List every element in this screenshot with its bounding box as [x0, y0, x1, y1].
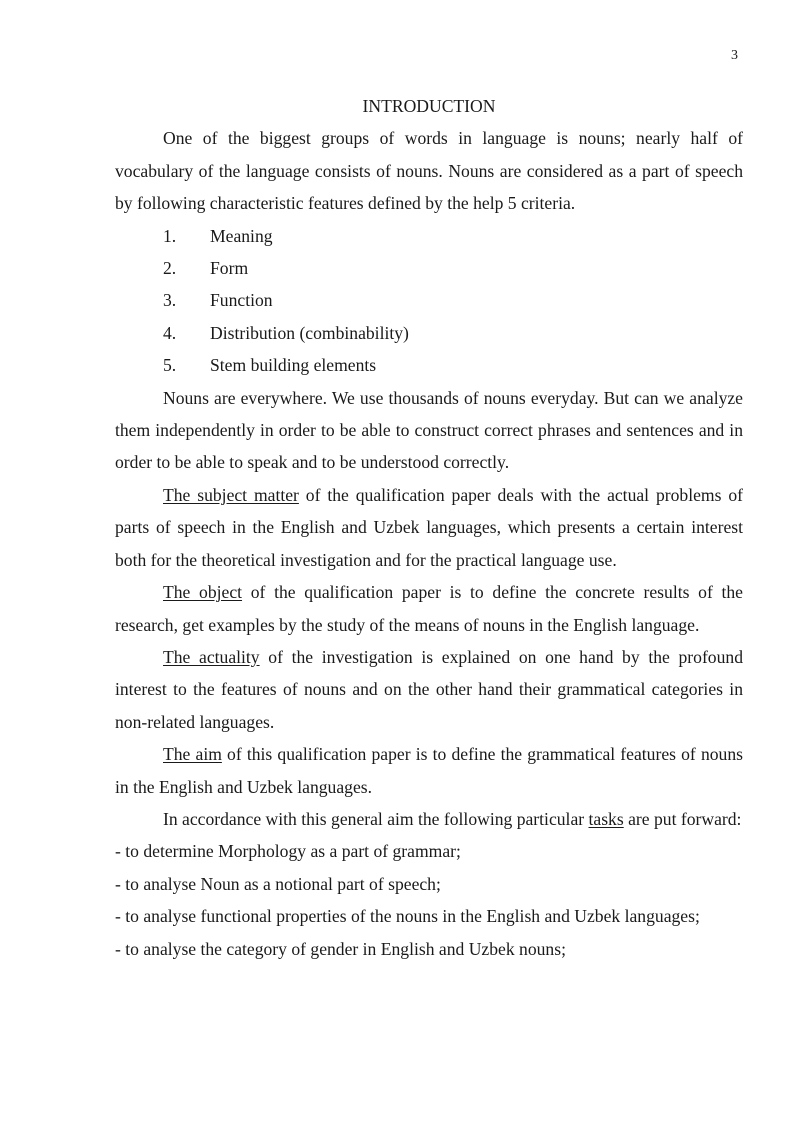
criteria-item: [115, 252, 743, 284]
intro-paragraph: One of the biggest groups of words in language is nouns; nearly half of vocabulary of the language consists of nouns. Nouns are considered as a part of speech by following characteristic features defined by the help 5 criteria.: [115, 128, 743, 214]
criteria-item: [115, 284, 743, 316]
task-item: - to analyse the category of gender in English and Uzbek nouns;: [115, 938, 566, 959]
criteria-label: Function: [210, 290, 273, 311]
criteria-number: 5.: [163, 355, 177, 376]
criteria-number: 2.: [163, 258, 177, 279]
tasks-term: tasks: [588, 808, 624, 829]
criteria-label: Meaning: [210, 225, 273, 246]
criteria-item: [115, 349, 743, 381]
criteria-number: 4.: [163, 322, 177, 343]
actuality-text: of the investigation is explained on one hand by the profound interest to the features of nouns and on the other hand their grammatical categories in non-related languages.: [115, 646, 743, 732]
task-item: - to determine Morphology as a part of grammar;: [115, 841, 461, 862]
criteria-label: Stem building elements: [210, 355, 377, 376]
aim-term: The aim: [163, 744, 222, 765]
criteria-label: Form: [210, 258, 249, 279]
nouns-paragraph: Nouns are everywhere. We use thousands of nouns everyday. But can we analyze them independently in order to be able to construct correct phrases and sentences and in order to be able to speak and to be understood correctly.: [115, 387, 743, 473]
subject-term: The subject matter: [163, 484, 299, 505]
criteria-list: [115, 220, 743, 382]
criteria-number: 3.: [163, 290, 177, 311]
task-item: - to analyse functional properties of the nouns in the English and Uzbek languages;: [115, 906, 700, 927]
aim-paragraph: [115, 738, 743, 803]
object-term: The object: [163, 582, 243, 603]
actuality-paragraph: [115, 641, 743, 738]
actuality-term: The actuality: [163, 646, 260, 667]
tasks-paragraph: [115, 803, 743, 835]
criteria-item: [115, 220, 743, 252]
section-heading: INTRODUCTION: [362, 96, 496, 116]
subject-paragraph: [115, 479, 743, 576]
tasks-list: [115, 835, 743, 965]
criteria-number: 1.: [163, 225, 177, 246]
page-content: [115, 90, 743, 965]
tasks-outro-text: are put forward:: [623, 808, 742, 829]
tasks-intro-text: In accordance with this general aim the following particular: [163, 808, 589, 829]
page-number: 3: [731, 48, 738, 63]
subject-text: of the qualification paper deals with the actual problems of parts of speech in the English and Uzbek languages, which presents a certain interest both for the theoretical investigation and for the practical language use.: [115, 484, 743, 570]
criteria-item: [115, 317, 743, 349]
aim-text: of this qualification paper is to define the grammatical features of nouns in the English and Uzbek languages.: [115, 744, 743, 797]
criteria-label: Distribution (combinability): [210, 322, 409, 343]
object-paragraph: [115, 576, 743, 641]
object-text: of the qualification paper is to define the concrete results of the research, get examples by the study of the means of nouns in the English language.: [115, 582, 743, 635]
task-item: - to analyse Noun as a notional part of speech;: [115, 873, 441, 894]
